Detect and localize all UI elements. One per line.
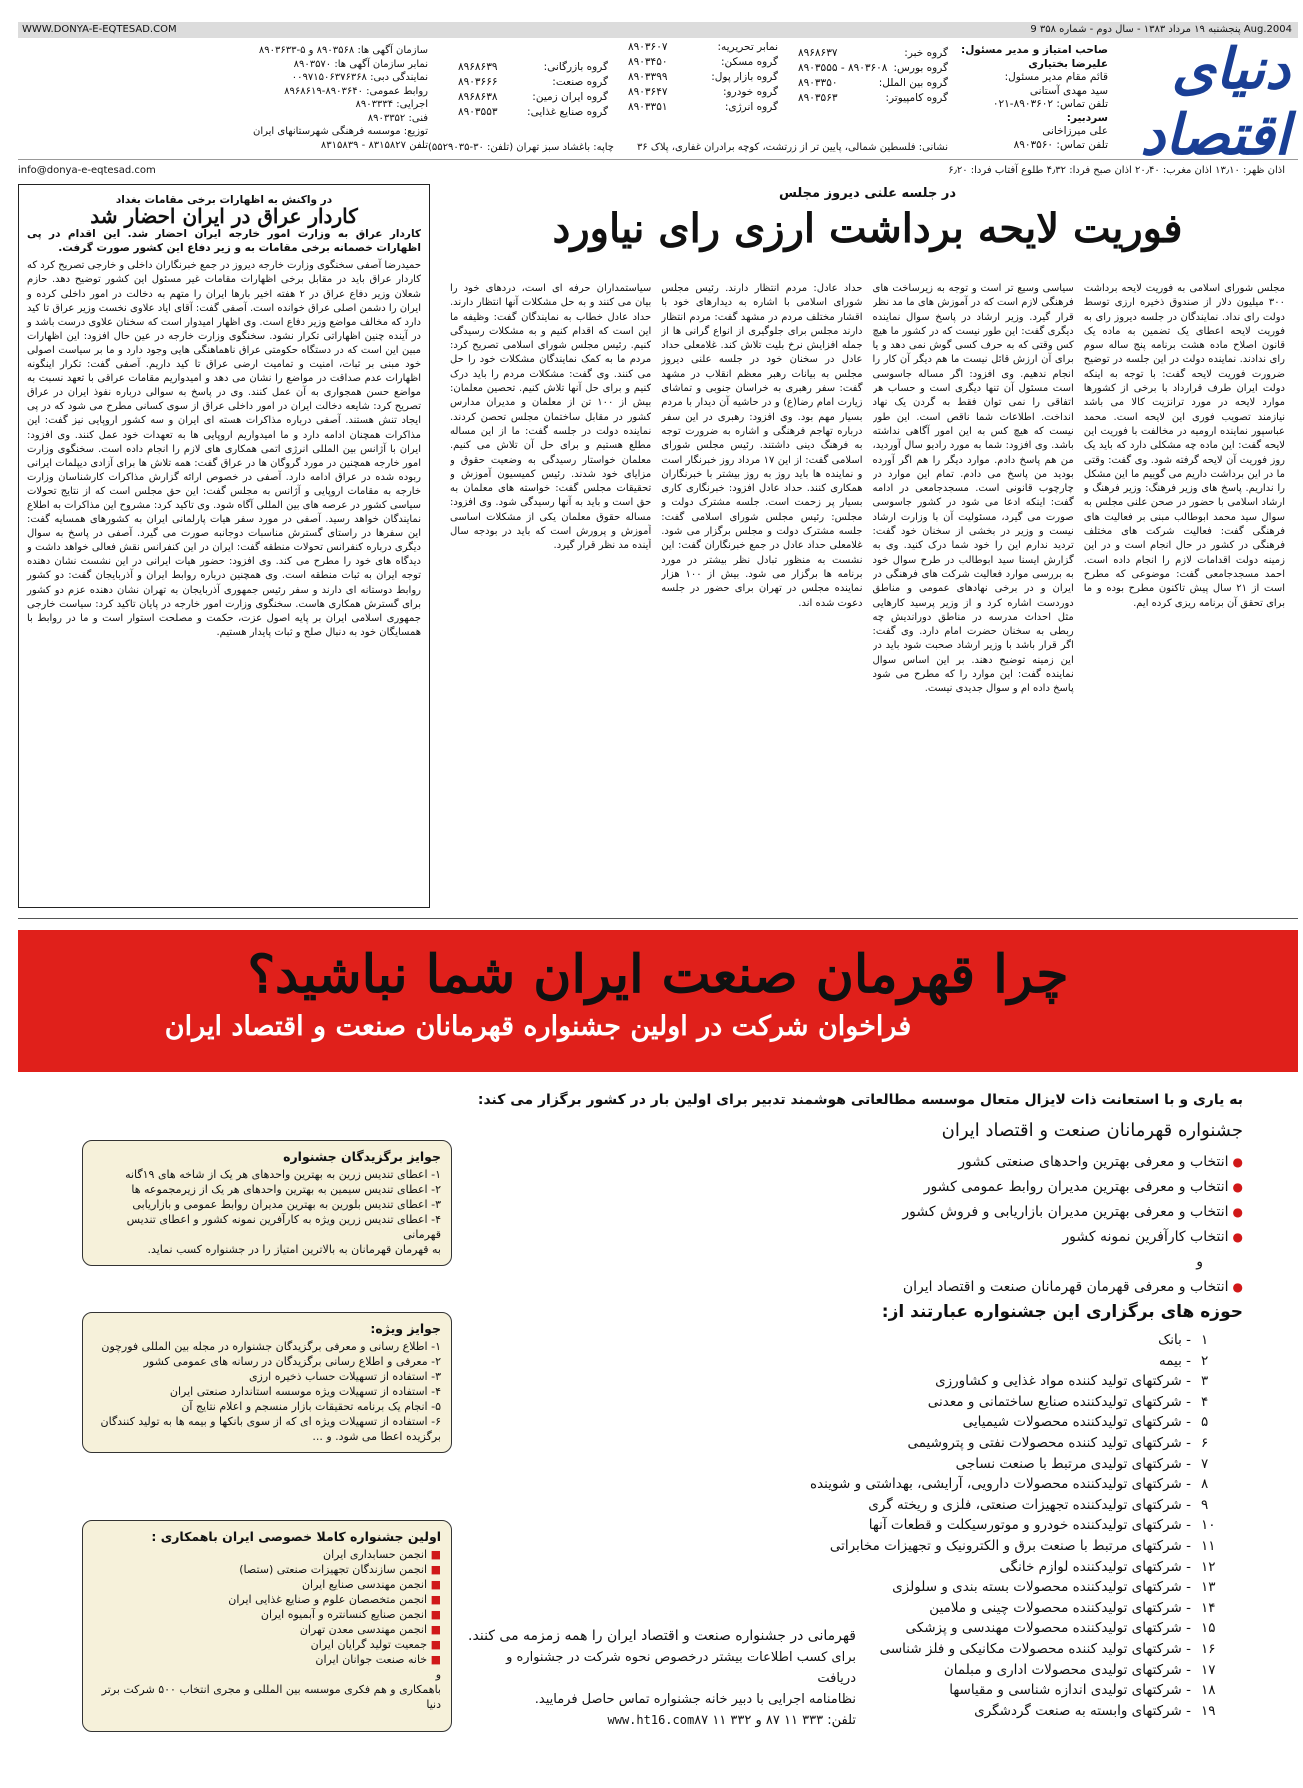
field-item: ۲ - بیمه	[1158, 1352, 1209, 1369]
field-item: ۱۵ - شرکتهای تولیدکننده محصولات مهندسی و پزشکی	[905, 1620, 1216, 1637]
side-article-lead: کاردار عراق به وزارت امور خارجه ایران احضار شد. این اقدام در پی اظهارات خصمانه برخی مقامات به و زیر دفاع این کشور صورت گرفت.	[27, 228, 421, 255]
side-article-title: کاردار عراق در ایران احضار شد	[90, 204, 358, 229]
field-item: ۱۱ - شرکتهای مرتبط با صنعت برق و الکترونیک و تجهیزات مخابراتی	[829, 1537, 1216, 1554]
bullet-icon: ■	[430, 1653, 441, 1666]
field-item: ۴ - شرکتهای تولیدکننده صنایع ساختمانی و معدنی	[927, 1393, 1209, 1410]
field-item: ۱۴ - شرکتهای تولیدکننده محصولات چینی و ملامین	[929, 1599, 1216, 1616]
field-item: ۱۲ - شرکتهای تولیدکننده لوازم خانگی	[999, 1558, 1216, 1575]
awards-box: جوایز برگزیدگان جشنواره ۱- اعطای تندیس زرین به بهترین واحدهای هر یک از شاخه های ۱۹گانه ۲- اعطای تندیس سیمین به بهترین واحدهای هر یک از زیرمجموعه ها ۳- اعطای تندیس بلورین به بهترین مدیران روابط عمومی و بازاریابی ۴- اعطای تندیس زرین ویژه به کارآفرین نمونه کشور و اعطای تندیس قهرمانی به قهرمان قهرمانان به بالاترین امتیاز را در جشنواره کسب نماید.	[82, 1140, 452, 1266]
field-item: ۳ - شرکتهای تولید کننده مواد غذایی و کشاورزی	[935, 1373, 1209, 1390]
ad-banner	[18, 930, 1298, 1072]
bullet-icon: ●	[1232, 1280, 1243, 1294]
contact-website[interactable]: www.ht16.com	[607, 1713, 695, 1727]
top-bar	[18, 22, 1298, 38]
bullet-icon: ●	[1232, 1230, 1243, 1244]
goal-item: ●انتخاب و معرفی بهترین مدیران روابط عمومی کشور	[923, 1179, 1243, 1195]
side-article-body: حمیدرضا آصفی سخنگوی وزارت خارجه دیروز در جمع خبرنگاران داخلی و خارجی تصریح کرد که کاردار عراق باید در مقابل برخی اظهارات مقامات غیر مسئول این کشور توضیح دهد. حازم شعلان وزیر دفاع عراق در ۲ هفته اخیر بارها ایران را متهم به دخالت در امور داخلی کرده و ایران را دشمن اصلی عراق خوانده است. آصفی گفت: آقای ایاد علاوی نخست وزیر عراق تا کید دارد که مخالف مواضع وزیر دفاع است. وی اظهار امیدوار است که سخنان علاوی درست باشد و در آینده چنین اظهاراتی تکرار نشود. سخنگوی وزارت خارجه در عین حال افزود: این اظهارات مبین این است که در دستگاه حکومتی عراق ناهماهنگی هایی وجود دارد و ما بر سیاست اصولی خود مبنی بر ثبات، امنیت و تمامیت ارضی عراق تا کید داریم. آصفی گفت: تکرار اینگونه اظهارات عدم صداقت در مواضع را نشان می دهد و امیدواریم مقامات عراقی با تعهد نسبت به مواضع حسن همجواری به آن عمل کنند. وی در پاسخ به سوالی درباره نفوذ ایران در عراق تصریح کرد: شایعه دخالت ایران در امور داخلی عراق از سوی کسانی مطرح می شود که در پی ایجاد تنش هستند. آصفی درباره مذاکرات هسته ای ایران و سه کشور اروپایی نیز گفت: این مذاکرات همچنان ادامه دارد و ما امیدواریم اروپایی ها به تعهدات خود عمل کنند. وی افزود: ایران با آژانس بین المللی انرژی اتمی همکاری های لازم را انجام داده است. سخنگوی وزارت امور خارجه همچنین در مورد گروگان ها در عراق گفت: همه تلاش ها برای آزادی دیپلمات ایرانی ربوده شده در عراق ادامه دارد. آصفی در خصوص ارائه گزارش مذاکرات کارشناسان وزارت خارجه به مقامات اروپایی و آژانس به مجلس گفت: این حق مجلس است که از نتایج تحولات سیاسی کشور در عرصه های بین المللی آگاه شود. وی تاکید کرد: مشروح این مذاکرات به اطلاع نمایندگان خواهد رسید. آصفی در مورد سفر هیات پارلمانی ایران به کشورهای همسایه گفت: این سفرها در راستای گسترش مناسبات دوجانبه صورت می گیرد. آصفی در پاسخ به سوال دیگری درباره کنفرانس تحولات منطقه گفت: ایران در این کنفرانس نقش فعالی خواهد داشت و دیدگاه های خود را مطرح می کند. وی افزود: حضور هیات ایرانی در این نشست نشان دهنده توجه ایران به ثبات منطقه است. وی همچنین درباره روابط ایران و آذربایجان گفت: دو کشور روابط دوستانه ای دارند و سفر رئیس جمهوری آذربایجان به تهران نشان دهنده عزم دو کشور برای گسترش همکاری هاست. سخنگوی وزارت امور خارجه در پایان تاکید کرد: سیاست خارجی جمهوری اسلامی ایران بر پایه اصول عزت، حکمت و مصلحت استوار است و ما در روابط با همسایگان خود به دنبال صلح و ثبات پایدار هستیم.	[27, 260, 421, 638]
bullet-icon: ●	[1232, 1155, 1243, 1169]
goal-item: ●انتخاب کارآفرین نمونه کشور	[1062, 1229, 1243, 1245]
special-awards-box: جوایز ویژه: ۱- اطلاع رسانی و معرفی برگزیدگان جشنواره در مجله بین المللی فورچون ۲- معرفی و اطلاع رسانی برگزیدگان در رسانه های عمومی کشور ۳- استفاده از تسهیلات حساب ذخیره ارزی ۴- استفاده از تسهیلات ویژه موسسه استاندارد صنعتی ایران ۵- انجام یک برنامه تحقیقات بازار منسجم و اعلام نتایج آن ۶- استفاده از تسهیلات ویژه ای که از سوی بانکها و بیمه ها به تولید کنندگان برگزیده اعطا می شود. و ...	[82, 1312, 452, 1453]
festival-goals	[902, 1150, 1243, 1300]
site-url[interactable]: WWW.DONYA-E-EQTESAD.COM	[22, 24, 177, 35]
bullet-icon: ■	[430, 1638, 441, 1651]
staff-column-business: سازمان آگهی ها: ۸۹۰۳۵۶۸ و ۵-۸۹۰۳۶۳۳ نمابر سازمان آگهی ها: ۸۹۰۳۵۷۰ نمایندگی دبی: ۰۰۹۷۱۵۰۶۳۷۶۳۶۸ روابط عمومی: ۸۹۰۳۶۴۰-۸۹۶۸۶۱۹ اجرایی: ۸۹۰۳۳۳۴ فنی: ۸۹۰۳۳۵۲ توزیع: موسسه فرهنگی شهرستانهای ایران تلفن ۸۳۱۵۸۲۷ - ۸۳۱۵۸۳۹	[252, 45, 428, 151]
field-item: ۱۶ - شرکتهای تولید کننده محصولات مکانیکی و فلز شناسی	[879, 1640, 1216, 1657]
department-grid-b: نمابر تحریریه: ۸۹۰۳۶۰۷ گروه مسکن: ۸۹۰۳۴۵۰ گروه بازار پول: ۸۹۰۳۳۹۹ گروه خودرو: ۸۹۰۳۶۴۷ گروه انرژی: ۸۹۰۳۳۵۱	[628, 41, 778, 113]
field-item: ۶ - شرکتهای تولید کننده محصولات نفتی و پتروشیمی	[907, 1434, 1209, 1451]
section-divider	[18, 918, 1298, 919]
main-article-header	[450, 186, 1285, 252]
partners-box: اولین جشنواره کاملا خصوصی ایران باهمکاری : ■ انجمن حسابداری ایران ■ انجمن سازندگان تجهیزات صنعتی (ستصا) ■ انجمن مهندسی صنایع ایران ■ انجمن متخصصان علوم و صنایع غذایی ایران ■ انجمن صنایع کنسانتره و آبمیوه ایران ■ انجمن مهندسی معدن تهران ■ جمعیت تولید گرایان ایران ■ خانه صنعت جوانان ایران و باهمکاری و هم فکری موسسه بین المللی و مجری انتخاب ۵۰۰ شرکت برتر دنیا	[82, 1520, 452, 1732]
goal-item: ●انتخاب و معرفی بهترین مدیران بازاریابی و فروش کشور	[902, 1204, 1243, 1220]
field-item: ۹ - شرکتهای تولیدکننده تجهیزات صنعتی، فلزی و ریخته گری	[868, 1496, 1209, 1513]
contact-info: قهرمانی در جشنواره صنعت و اقتصاد ایران را همه زمزمه می کنند. برای کسب اطلاعات بیشتر درخصوص نحوه شرکت در جشنواره و دریافت نظامنامه اجرایی با دبیر خانه جشنواره تماس حاصل فرمایید. تلفن: ۳۳۳ ۱۱ ۸۷ و ۳۳۲ ۱۱ ۸۷www.ht16.com	[466, 1626, 856, 1731]
contact-phone: تلفن: ۳۳۳ ۱۱ ۸۷ و ۳۳۲ ۱۱ ۸۷	[694, 1713, 856, 1728]
bullet-icon: ●	[1232, 1205, 1243, 1219]
festival-title: جشنواره قهرمانان صنعت و اقتصاد ایران	[941, 1120, 1243, 1141]
contact-email[interactable]: info@donya-e-eqtesad.com	[18, 165, 156, 176]
article-column: سیاستمداران حرفه ای است، دردهای خود را بیان می کنند و به حل مشکلات آنها انتظار دارند. حداد عادل خطاب به نمایندگان گفت: وظیفه ما این است که اقدام کنیم و به مشکلات رسیدگی کنیم. رئیس مجلس شورای اسلامی تصریح کرد: مردم ما به کمک نمایندگان مشکلات خود را حل می کنند. وی گفت: مشکلات مردم را باید درک کنیم و برای حل آنها تلاش کنیم. تحصین معلمان: بیش از ۱۰۰ تن از معلمان و مدیران مدارس کشور در مقابل ساختمان مجلس تحصن کردند. نماینده دولت در جلسه گفت: ما از این مساله مطلع هستیم و برای حل آن تلاش می کنیم. معلمان خواستار رسیدگی به وضعیت حقوق و مزایای خود شدند. رئیس کمیسیون آموزش و تحقیقات مجلس گفت: خواسته های معلمان به حق است و باید به آنها رسیدگی شود. وی افزود: مساله حقوق معلمان یکی از مشکلات اساسی آموزش و پرورش است که باید در بودجه سال آینده مد نظر قرار گیرد.	[450, 283, 652, 552]
issue-date: پنجشنبه ۱۹ مرداد ۱۳۸۳ - سال دوم - شماره ۳۵۸ 9 Aug.2004	[1030, 24, 1292, 35]
article-column: مجلس شورای اسلامی به فوریت لایحه برداشت ۳۰۰ میلیون دلار از صندوق ذخیره ارزی توسط دولت رای نداد. نمایندگان در جلسه دیروز رای به فوریت لایحه اعطای یک تضمین به ماده یک قانون اصلاح ماده هشت برنامه پنج ساله سوم رای ندادند. نماینده دولت در این جلسه در توضیح ضرورت فوریت لایحه گفت: با توجه به اینکه دولت ایران طرف قرارداد با برخی از کشورها موارد لایحه در مورد ترانزیت کالا می باشد نیازمند تصویب فوری این لایحه است. محمد عباسپور نماینده ارومیه در مخالفت با فوریت این لایحه گفت: این ماده چه مشکلی دارد که باید یک روز فوریت آن لایحه گرفته شود. وی گفت: وقتی ما در این برداشت داریم می گوییم ما این مشکل را نداریم. پاسخ های وزیر فرهنگ: وزیر فرهنگ و ارشاد اسلامی با حضور در صحن علنی مجلس به سوال سید محمد ابوطالب مبنی بر فعالیت های فرهنگی گفت: فعالیت شرکت های مختلف فرهنگی در کشور در حال انجام است و در این زمینه دولت اقدامات لازم را انجام داده است. احمد مسجدجامعی گفت: موضوعی که مطرح است از ۲۱ سال پیش تاکنون مطرح بوده و ما برای تحقق آن برنامه ریزی کرده ایم.	[1083, 283, 1285, 609]
field-item: ۱۷ - شرکتهای تولیدی محصولات اداری و مبلمان	[943, 1661, 1216, 1678]
goal-conjunction: و	[1196, 1254, 1203, 1270]
ad-headline: چرا قهرمان صنعت ایران شما نباشید؟	[247, 944, 1069, 1005]
bullet-icon: ■	[430, 1563, 441, 1576]
ad-intro: به یاری و با استعانت ذات لایزال متعال موسسه مطالعاتی هوشمند تدبیر برای اولین بار در کشور برگزار می کند:	[477, 1092, 1243, 1108]
field-item: ۵ - شرکتهای تولیدکننده محصولات شیمیایی	[962, 1414, 1209, 1431]
field-item: ۱۰ - شرکتهای تولیدکننده خودرو و موتورسیکلت و قطعات آنها	[868, 1517, 1216, 1534]
ad-subheadline: فراخوان شرکت در اولین جشنواره قهرمانان صنعت و اقتصاد ایران	[164, 1011, 912, 1042]
goal-item: ●انتخاب و معرفی قهرمان قهرمانان صنعت و اقتصاد ایران	[902, 1279, 1243, 1295]
field-item: ۸ - شرکتهای تولیدکننده محصولات دارویی، آرایشی، بهداشتی و شوینده	[810, 1476, 1209, 1493]
field-item: ۱۳ - شرکتهای تولیدکننده محصولات بسته بندی و سلولزی	[892, 1579, 1216, 1596]
prayer-times: اذان ظهر: ۱۳٫۱۰ اذان مغرب: ۲۰٫۴۰ اذان صبح فردا: ۴٫۳۲ طلوع آفتاب فردا: ۶٫۲۰	[948, 165, 1285, 176]
bullet-icon: ●	[1232, 1180, 1243, 1194]
staff-column-editorial: صاحب امتیاز و مدیر مسئول: علیرضا بختیاری قائم مقام مدیر مسئول: سید مهدی آستانی تلفن تماس: ۸۹۰۳۶۰۲-۰۲۱ سردبیر: علی میرزاخانی تلفن تماس: ۸۹۰۳۵۶۰	[961, 44, 1108, 151]
masthead	[18, 36, 1298, 168]
side-article-kicker: در واکنش به اظهارات برخی مقامات بغداد	[115, 194, 333, 206]
field-item: ۷ - شرکتهای تولیدی مرتبط با صنعت نساجی	[955, 1455, 1209, 1472]
department-grid-c: گروه بازرگانی: ۸۹۶۸۶۳۹ گروه صنعت: ۸۹۰۳۶۶۶ گروه ایران زمین: ۸۹۶۸۶۳۸ گروه صنایع غذایی: ۸۹۰۳۵۵۳	[458, 61, 608, 118]
main-article-columns	[450, 282, 1285, 908]
article-column: سیاسی وسیع تر است و توجه به زیرساخت های فرهنگی لازم است که در آموزش های ما مد نظر قرار گیرد. وزیر ارشاد در پاسخ سوال نماینده دیگری گفت: این طور نیست که در کشور ما هیچ کس وقتی که به حرف کسی گوش نمی دهد و یا برای آن ارزش قائل نیست ما هم دیگر آن کار را انجام ندهیم. وی افزود: اگر مساله جاسوسی است مسئول آن تنها دیگری است و حساب هر اتفاقی را نمی توان فقط به گردن یک نهاد انداخت. اطلاعات شما ناقص است. این طور نیست که هیچ کس به این امور آگاهی نداشته باشد. وی افزود: شما به مورد رادیو سال آوردید، من هم پاسخ دادم. موارد دیگر را هم اگر آورده بودید من پاسخ می دادم. تمام این موارد در چارچوب قانونی است. مسجدجامعی در ادامه گفت: اینکه ادعا می شود در کشور جاسوسی صورت می گیرد، مسئولیت آن با وزارت ارشاد نیست و وزیر در بخشی از سخنان خود گفت: تردید ندارم این را خود شما درک کنید. وی به گزارش ایسنا سید ابوطالب در طرح سوال خود به بررسی موارد فعالیت شرکت های فرهنگی در ایران و در برخی نهادهای عمومی و مناطق دوردست اشاره کرد و از وزیر پرسید کارهایی مثل احداث مدرسه در مناطق دوراندیش چه ربطی به سخنان حضرت امام دارد. وی گفت: اگر قرار باشد با وزیر ارشاد صحبت شود باید در این زمینه توضیح دهند. بر این اساس سوال نماینده گفت: این موارد را که مطرح می شود پاسخ داده ام و سوال جدیدی نیست.	[872, 283, 1074, 695]
side-article	[18, 184, 430, 908]
field-item: ۱۸ - شرکتهای تولیدی اندازه شناسی و مقیاسها	[949, 1682, 1216, 1699]
newspaper-logo: دنیای اقتصاد	[1140, 36, 1290, 168]
bullet-icon: ■	[430, 1548, 441, 1561]
bullet-icon: ■	[430, 1578, 441, 1591]
contact-slogan: قهرمانی در جشنواره صنعت و اقتصاد ایران را همه زمزمه می کنند.	[468, 1628, 856, 1644]
main-article-kicker: در جلسه علنی دیروز مجلس	[779, 186, 956, 201]
article-column: حداد عادل: مردم انتظار دارند. رئیس مجلس شورای اسلامی با اشاره به دیدارهای خود با اقشار مختلف مردم در مشهد گفت: مردم انتظار دارند مجلس برای جلوگیری از انواع گرانی ها از جمله افزایش نرخ بلیت تلاش کند. غلامعلی حداد عادل در سخنان خود در جلسه علنی دیروز مجلس به بیانات رهبر معظم انقلاب در مشهد گفت: سفر رهبری به خراسان جنوبی و تماشای زیارت امام رضا(ع) و در حاشیه آن دیدار با مردم بسیار مهم بود. وی افزود: رهبری در این سفر درباره تهاجم فرهنگی و اشاره به ضرورت توجه به فرهنگ دینی داشتند. رئیس مجلس شورای اسلامی گفت: از این ۱۷ مرداد روز خبرنگار است و نماینده ها باید روز به روز بیشتر با خبرنگاران همکاری کنند. حداد عادل افزود: خبرنگاری کاری بسیار پر زحمت است. جلسه مشترک دولت و مجلس: رئیس مجلس شورای اسلامی گفت: جلسه مشترک دولت و مجلس برگزار می شود. غلامعلی حداد عادل در جمع خبرنگاران گفت: این نشست به منظور تبادل نظر بیشتر در مورد برنامه ها برگزار می شود. بیش از ۱۰۰ هزار نماینده مجلس در تهران برای حضور در جلسه دعوت شده اند.	[661, 283, 863, 609]
department-grid-a: گروه خبر: ۸۹۶۸۶۳۷ گروه بورس: ۸۹۰۳۶۰۸ - ۸۹۰۳۵۵۵ گروه بین الملل: ۸۹۰۳۳۵۰ گروه کامپیوتر: ۸۹۰۳۵۶۳	[798, 47, 948, 104]
goal-item: ●انتخاب و معرفی بهترین واحدهای صنعتی کشور	[958, 1154, 1243, 1170]
main-article-title: فوریت لایحه برداشت ارزی رای نیاورد	[552, 205, 1183, 252]
fields-title: حوزه های برگزاری این جشنواره عبارتند از:	[881, 1302, 1243, 1322]
field-item: ۱۹ - شرکتهای وابسته به صنعت گردشگری	[974, 1702, 1216, 1719]
bullet-icon: ■	[430, 1608, 441, 1621]
bullet-icon: ■	[430, 1593, 441, 1606]
field-item: ۱ - بانک	[1158, 1332, 1209, 1348]
bullet-icon: ■	[430, 1623, 441, 1636]
address-line: نشانی: فلسطین شمالی، پایین تر از زرتشت، کوچه برادران غفاری، پلاک ۳۶ چاپه: باغشاد سبز تهران (تلفن: ۳۰-۵۵۲۹۰۳۵)	[428, 142, 948, 153]
